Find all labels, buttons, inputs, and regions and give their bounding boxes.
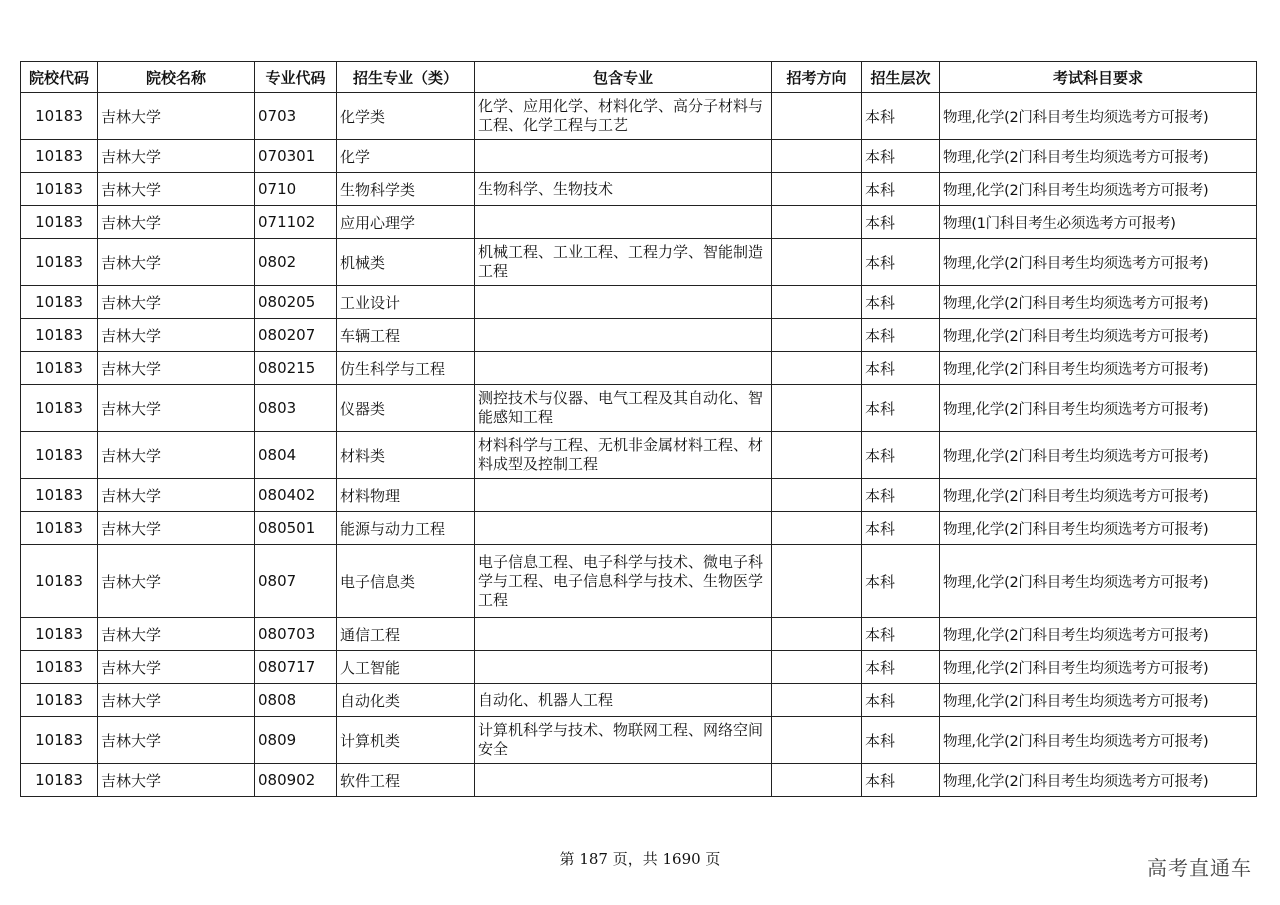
cell-requirement: 物理,化学(2门科目考生均须选考方可报考): [940, 684, 1257, 717]
table-row: [21, 173, 1257, 206]
cell-level: 本科: [862, 93, 940, 140]
cell-level: 本科: [862, 206, 940, 239]
cell-major: 应用心理学: [337, 206, 475, 239]
cell-school-code: 10183: [21, 545, 98, 618]
table-row: [21, 432, 1257, 479]
cell-major-code: 080902: [255, 764, 337, 797]
cell-direction: [772, 286, 862, 319]
cell-school-code: 10183: [21, 512, 98, 545]
cell-included: 自动化、机器人工程: [475, 684, 772, 717]
table-row: [21, 385, 1257, 432]
admission-table: [20, 61, 1257, 797]
cell-school-name: 吉林大学: [98, 93, 255, 140]
cell-major: 人工智能: [337, 651, 475, 684]
cell-school-code: 10183: [21, 206, 98, 239]
cell-level: 本科: [862, 239, 940, 286]
cell-major-code: 080703: [255, 618, 337, 651]
cell-included: [475, 651, 772, 684]
cell-included: 材料科学与工程、无机非金属材料工程、材料成型及控制工程: [475, 432, 772, 479]
cell-major: 生物科学类: [337, 173, 475, 206]
cell-level: 本科: [862, 173, 940, 206]
cell-school-name: 吉林大学: [98, 512, 255, 545]
cell-level: 本科: [862, 479, 940, 512]
table-row: [21, 764, 1257, 797]
cell-direction: [772, 385, 862, 432]
cell-school-code: 10183: [21, 479, 98, 512]
cell-school-code: 10183: [21, 717, 98, 764]
cell-included: 电子信息工程、电子科学与技术、微电子科学与工程、电子信息科学与技术、生物医学工程: [475, 545, 772, 618]
cell-major: 材料物理: [337, 479, 475, 512]
header-direction: 招考方向: [772, 62, 862, 93]
cell-requirement: 物理,化学(2门科目考生均须选考方可报考): [940, 140, 1257, 173]
cell-major-code: 070301: [255, 140, 337, 173]
cell-included: [475, 352, 772, 385]
header-major: 招生专业（类）: [337, 62, 475, 93]
cell-school-code: 10183: [21, 173, 98, 206]
cell-requirement: 物理,化学(2门科目考生均须选考方可报考): [940, 512, 1257, 545]
cell-major: 工业设计: [337, 286, 475, 319]
cell-level: 本科: [862, 764, 940, 797]
cell-level: 本科: [862, 618, 940, 651]
table-row: [21, 512, 1257, 545]
cell-school-name: 吉林大学: [98, 352, 255, 385]
cell-direction: [772, 651, 862, 684]
cell-major-code: 080207: [255, 319, 337, 352]
cell-direction: [772, 512, 862, 545]
cell-major: 化学: [337, 140, 475, 173]
cell-major: 计算机类: [337, 717, 475, 764]
cell-school-name: 吉林大学: [98, 479, 255, 512]
cell-school-name: 吉林大学: [98, 651, 255, 684]
header-level: 招生层次: [862, 62, 940, 93]
header-major-code: 专业代码: [255, 62, 337, 93]
cell-school-name: 吉林大学: [98, 385, 255, 432]
cell-requirement: 物理,化学(2门科目考生均须选考方可报考): [940, 173, 1257, 206]
cell-direction: [772, 618, 862, 651]
cell-included: 生物科学、生物技术: [475, 173, 772, 206]
cell-major-code: 080205: [255, 286, 337, 319]
table-row: [21, 717, 1257, 764]
cell-major-code: 0803: [255, 385, 337, 432]
cell-included: [475, 764, 772, 797]
cell-requirement: 物理(1门科目考生必须选考方可报考): [940, 206, 1257, 239]
cell-school-code: 10183: [21, 432, 98, 479]
cell-direction: [772, 479, 862, 512]
cell-school-code: 10183: [21, 239, 98, 286]
cell-included: [475, 286, 772, 319]
cell-direction: [772, 319, 862, 352]
cell-school-name: 吉林大学: [98, 239, 255, 286]
cell-level: 本科: [862, 651, 940, 684]
cell-direction: [772, 352, 862, 385]
cell-level: 本科: [862, 140, 940, 173]
cell-direction: [772, 239, 862, 286]
page-number: 第 187 页，共 1690 页: [559, 850, 721, 868]
cell-requirement: 物理,化学(2门科目考生均须选考方可报考): [940, 286, 1257, 319]
cell-direction: [772, 93, 862, 140]
cell-level: 本科: [862, 319, 940, 352]
cell-requirement: 物理,化学(2门科目考生均须选考方可报考): [940, 352, 1257, 385]
cell-major: 化学类: [337, 93, 475, 140]
cell-requirement: 物理,化学(2门科目考生均须选考方可报考): [940, 618, 1257, 651]
table-row: [21, 206, 1257, 239]
table-row: [21, 319, 1257, 352]
cell-direction: [772, 717, 862, 764]
cell-direction: [772, 545, 862, 618]
cell-level: 本科: [862, 385, 940, 432]
cell-major-code: 0808: [255, 684, 337, 717]
cell-direction: [772, 206, 862, 239]
cell-requirement: 物理,化学(2门科目考生均须选考方可报考): [940, 651, 1257, 684]
cell-major: 仿生科学与工程: [337, 352, 475, 385]
cell-included: [475, 479, 772, 512]
cell-school-name: 吉林大学: [98, 618, 255, 651]
cell-direction: [772, 432, 862, 479]
cell-level: 本科: [862, 545, 940, 618]
table-row: [21, 479, 1257, 512]
cell-school-name: 吉林大学: [98, 684, 255, 717]
cell-major: 通信工程: [337, 618, 475, 651]
cell-level: 本科: [862, 352, 940, 385]
cell-school-name: 吉林大学: [98, 545, 255, 618]
cell-major-code: 080402: [255, 479, 337, 512]
cell-direction: [772, 764, 862, 797]
cell-included: 计算机科学与技术、物联网工程、网络空间安全: [475, 717, 772, 764]
cell-major: 自动化类: [337, 684, 475, 717]
cell-included: [475, 319, 772, 352]
cell-major: 车辆工程: [337, 319, 475, 352]
cell-school-name: 吉林大学: [98, 286, 255, 319]
cell-major-code: 0703: [255, 93, 337, 140]
cell-level: 本科: [862, 432, 940, 479]
cell-direction: [772, 684, 862, 717]
cell-requirement: 物理,化学(2门科目考生均须选考方可报考): [940, 432, 1257, 479]
cell-major-code: 080501: [255, 512, 337, 545]
cell-requirement: 物理,化学(2门科目考生均须选考方可报考): [940, 717, 1257, 764]
cell-included: 化学、应用化学、材料化学、高分子材料与工程、化学工程与工艺: [475, 93, 772, 140]
cell-major-code: 0809: [255, 717, 337, 764]
cell-major: 电子信息类: [337, 545, 475, 618]
cell-included: [475, 618, 772, 651]
cell-major: 能源与动力工程: [337, 512, 475, 545]
cell-school-name: 吉林大学: [98, 717, 255, 764]
cell-major: 仪器类: [337, 385, 475, 432]
table-row: [21, 651, 1257, 684]
cell-major-code: 0802: [255, 239, 337, 286]
cell-included: 机械工程、工业工程、工程力学、智能制造工程: [475, 239, 772, 286]
cell-school-code: 10183: [21, 764, 98, 797]
cell-major-code: 071102: [255, 206, 337, 239]
table-row: [21, 352, 1257, 385]
cell-major-code: 080717: [255, 651, 337, 684]
cell-requirement: 物理,化学(2门科目考生均须选考方可报考): [940, 319, 1257, 352]
cell-included: [475, 206, 772, 239]
cell-included: 测控技术与仪器、电气工程及其自动化、智能感知工程: [475, 385, 772, 432]
cell-requirement: 物理,化学(2门科目考生均须选考方可报考): [940, 385, 1257, 432]
cell-school-name: 吉林大学: [98, 173, 255, 206]
cell-direction: [772, 173, 862, 206]
cell-school-code: 10183: [21, 385, 98, 432]
table-row: [21, 93, 1257, 140]
watermark-text: 高考直通车: [1147, 856, 1252, 880]
cell-requirement: 物理,化学(2门科目考生均须选考方可报考): [940, 93, 1257, 140]
cell-major-code: 0804: [255, 432, 337, 479]
cell-school-name: 吉林大学: [98, 432, 255, 479]
cell-included: [475, 140, 772, 173]
cell-major-code: 080215: [255, 352, 337, 385]
header-school-name: 院校名称: [98, 62, 255, 93]
cell-school-code: 10183: [21, 286, 98, 319]
cell-school-code: 10183: [21, 140, 98, 173]
table-row: [21, 286, 1257, 319]
cell-level: 本科: [862, 717, 940, 764]
table-row: [21, 684, 1257, 717]
cell-school-name: 吉林大学: [98, 764, 255, 797]
cell-major: 材料类: [337, 432, 475, 479]
cell-school-name: 吉林大学: [98, 206, 255, 239]
cell-major: 机械类: [337, 239, 475, 286]
cell-school-code: 10183: [21, 93, 98, 140]
header-requirement: 考试科目要求: [940, 62, 1257, 93]
cell-major-code: 0710: [255, 173, 337, 206]
table-row: [21, 239, 1257, 286]
table-row: [21, 545, 1257, 618]
cell-requirement: 物理,化学(2门科目考生均须选考方可报考): [940, 545, 1257, 618]
cell-school-code: 10183: [21, 651, 98, 684]
header-included: 包含专业: [475, 62, 772, 93]
cell-major: 软件工程: [337, 764, 475, 797]
cell-level: 本科: [862, 684, 940, 717]
cell-direction: [772, 140, 862, 173]
cell-requirement: 物理,化学(2门科目考生均须选考方可报考): [940, 764, 1257, 797]
cell-requirement: 物理,化学(2门科目考生均须选考方可报考): [940, 239, 1257, 286]
cell-level: 本科: [862, 512, 940, 545]
header-school-code: 院校代码: [21, 62, 98, 93]
cell-school-name: 吉林大学: [98, 140, 255, 173]
cell-school-code: 10183: [21, 319, 98, 352]
table-header-row: [21, 62, 1257, 93]
cell-level: 本科: [862, 286, 940, 319]
cell-school-code: 10183: [21, 618, 98, 651]
cell-requirement: 物理,化学(2门科目考生均须选考方可报考): [940, 479, 1257, 512]
cell-major-code: 0807: [255, 545, 337, 618]
cell-school-name: 吉林大学: [98, 319, 255, 352]
table-row: [21, 618, 1257, 651]
cell-school-code: 10183: [21, 684, 98, 717]
table-row: [21, 140, 1257, 173]
cell-school-code: 10183: [21, 352, 98, 385]
cell-included: [475, 512, 772, 545]
